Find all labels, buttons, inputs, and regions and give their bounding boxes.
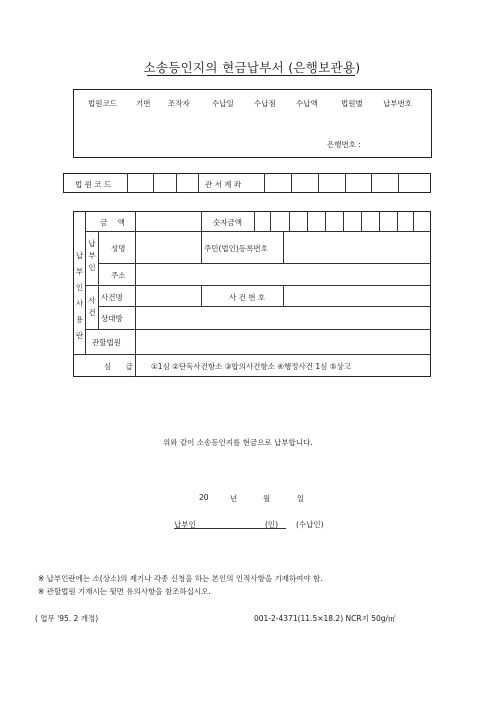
divider bbox=[201, 231, 202, 263]
divider bbox=[85, 231, 431, 232]
divider bbox=[73, 354, 431, 355]
court-code-label: 법 원 코 드 bbox=[75, 180, 112, 189]
divider bbox=[176, 173, 177, 193]
address-label: 주소 bbox=[111, 271, 126, 280]
instance-label: 심 급 bbox=[104, 362, 139, 371]
date-year: 년 bbox=[230, 494, 238, 503]
divider bbox=[379, 211, 380, 231]
payer-signature-label: 납부인 bbox=[174, 520, 196, 529]
divider bbox=[289, 211, 290, 231]
divider bbox=[283, 285, 284, 306]
header-operator: 조작자 bbox=[168, 99, 190, 108]
divider bbox=[283, 231, 284, 263]
note-court: ※ 관할법원 기재시는 뒷면 유의사항을 참조하십시오. bbox=[38, 587, 211, 596]
id-number-label: 주민(법인)등록번호 bbox=[204, 244, 268, 253]
divider bbox=[413, 211, 414, 231]
divider bbox=[85, 329, 431, 330]
divider bbox=[291, 173, 292, 193]
footer-revision: ( 업무 '95. 2 개정) bbox=[35, 614, 99, 623]
date-month: 월 bbox=[263, 494, 271, 503]
divider bbox=[264, 173, 265, 193]
name-label: 성명 bbox=[111, 244, 126, 253]
header-receipt-amount: 수납액 bbox=[296, 99, 318, 108]
instance-options: ①1심 ②단독사건항소 ③합의사건항소 ④행정사건 1심 ⑤상고 bbox=[151, 362, 351, 371]
divider bbox=[325, 211, 326, 231]
header-court-code: 법원코드 bbox=[88, 99, 117, 108]
account-label: 관 서 계 좌 bbox=[205, 180, 242, 189]
divider bbox=[153, 173, 154, 193]
divider bbox=[85, 211, 86, 354]
note-payer: ※ 납부인란에는 소(상소)의 제기나 각종 신청을 하는 본인의 인적사항을 기재하여야 함. bbox=[38, 574, 323, 583]
numeric-amount-label: 숫자금액 bbox=[213, 218, 242, 227]
divider bbox=[371, 173, 372, 193]
header-receipt-branch: 수납점 bbox=[254, 99, 276, 108]
amount-label: 금 액 bbox=[100, 218, 129, 227]
divider bbox=[135, 211, 136, 354]
divider bbox=[307, 211, 308, 231]
bank-section bbox=[73, 89, 432, 158]
divider bbox=[98, 306, 431, 307]
divider bbox=[198, 173, 199, 193]
divider bbox=[201, 211, 202, 231]
page-title: 소송등인지의 현금납부서 (은행보관용) bbox=[143, 60, 361, 75]
divider bbox=[398, 173, 399, 193]
date-prefix: 20 bbox=[199, 493, 209, 502]
divider bbox=[98, 263, 431, 264]
payer-use-side-label: 납부인사용란 bbox=[75, 251, 84, 340]
counterparty-label: 상대방 bbox=[101, 314, 123, 323]
seal-mark: (인) bbox=[265, 520, 279, 529]
case-number-label: 사 건 번 호 bbox=[229, 293, 266, 302]
divider bbox=[135, 354, 136, 377]
case-group-label: 사건 bbox=[88, 296, 96, 317]
receiver-label: (수납인) bbox=[296, 520, 324, 529]
divider bbox=[127, 173, 128, 193]
divider bbox=[254, 211, 255, 231]
date-day: 일 bbox=[297, 494, 305, 503]
header-machine-no: 기번 bbox=[136, 99, 151, 108]
court-code-row bbox=[63, 173, 431, 193]
payer-group-label: 납부인 bbox=[88, 239, 96, 272]
statement-text: 위와 같이 소송등인지를 현금으로 납부합니다. bbox=[163, 438, 313, 447]
header-court-type: 법원별 bbox=[341, 99, 363, 108]
jurisdiction-court-label: 관할법원 bbox=[92, 338, 121, 347]
divider bbox=[397, 211, 398, 231]
divider bbox=[318, 173, 319, 193]
divider bbox=[343, 211, 344, 231]
divider bbox=[345, 173, 346, 193]
footer-form-code: 001-2-4371(11.5×18.2) NCR지 50g/㎡ bbox=[254, 614, 396, 623]
divider bbox=[201, 285, 202, 306]
divider bbox=[85, 285, 431, 286]
divider bbox=[98, 231, 99, 329]
case-name-label: 사건명 bbox=[101, 293, 123, 302]
title-underline bbox=[147, 75, 355, 76]
header-receipt-date: 수납일 bbox=[212, 99, 234, 108]
bank-no-label: 은행번호 : bbox=[327, 140, 361, 149]
divider bbox=[270, 211, 271, 231]
divider bbox=[361, 211, 362, 231]
header-payment-no: 납부번호 bbox=[383, 99, 412, 108]
